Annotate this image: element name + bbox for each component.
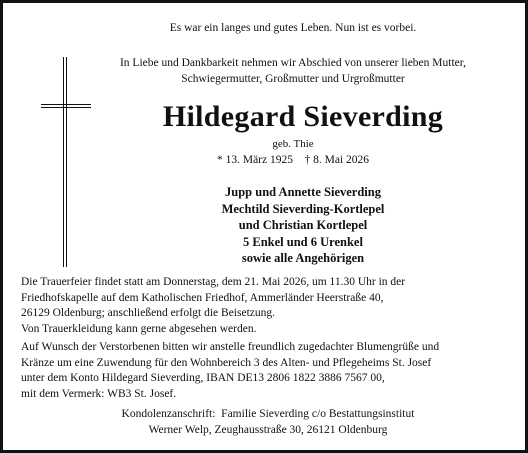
mourners-list bbox=[93, 184, 513, 267]
paragraph-line: Von Trauerkleidung kann gerne abgesehen werden. bbox=[21, 322, 257, 335]
birth-name: geb. Thie bbox=[272, 138, 314, 150]
cross-horizontal-bar bbox=[41, 104, 91, 108]
condolence-address bbox=[21, 407, 515, 438]
farewell-text bbox=[103, 55, 483, 87]
condolence-line: Werner Welp, Zeughausstraße 30, 26121 Oldenburg bbox=[148, 423, 388, 436]
paragraph-line: Die Trauerfeier findet statt am Donnerstag, dem 21. Mai 2026, um 11.30 Uhr in der bbox=[21, 276, 406, 288]
farewell-line: In Liebe und Dankbarkeit nehmen wir Abschied von unserer lieben Mutter, bbox=[119, 57, 467, 69]
farewell-line: Schwiegermutter, Großmutter und Urgroßmutter bbox=[181, 73, 405, 85]
intro-text: Es war ein langes und gutes Leben. Nun ist es vorbei. bbox=[169, 22, 417, 34]
mourner-line: 5 Enkel und 6 Urenkel bbox=[243, 234, 363, 249]
mourner-line: Mechtild Sieverding-Kortlepel bbox=[221, 201, 385, 216]
paragraph-line: mit dem Vermerk: WB3 St. Josef. bbox=[21, 387, 177, 400]
mourner-line: und Christian Kortlepel bbox=[238, 218, 368, 232]
funeral-paragraph bbox=[21, 275, 521, 337]
paragraph-line: Auf Wunsch der Verstorbenen bitten wir anstelle freundlich zugedachter Blumengrüße und bbox=[21, 341, 440, 353]
mourner-line: sowie alle Angehörigen bbox=[241, 251, 365, 265]
christian-cross-icon bbox=[41, 57, 91, 267]
donation-paragraph bbox=[21, 340, 521, 402]
life-dates: * 13. März 1925 † 8. Mai 2026 bbox=[216, 154, 370, 166]
deceased-name: Hildegard Sieverding bbox=[162, 100, 444, 133]
paragraph-line: 26129 Oldenburg; anschließend erfolgt die Beisetzung. bbox=[21, 307, 276, 320]
cross-vertical-bar bbox=[63, 57, 67, 267]
paragraph-line: Friedhofskapelle auf dem Katholischen Friedhof, Ammerländer Heerstraße 40, bbox=[21, 291, 384, 304]
mourner-line: Jupp und Annette Sieverding bbox=[225, 185, 381, 199]
paragraph-line: Kränze um eine Zuwendung für den Wohnbereich 3 des Alten- und Pflegeheims St. Josef bbox=[21, 356, 432, 369]
condolence-line: Kondolenzanschrift: Familie Sieverding c/o Bestattungsinstitut bbox=[121, 408, 415, 420]
paragraph-line: unter dem Konto Hildegard Sieverding, IBAN DE13 2806 1822 3886 7567 00, bbox=[21, 372, 385, 385]
